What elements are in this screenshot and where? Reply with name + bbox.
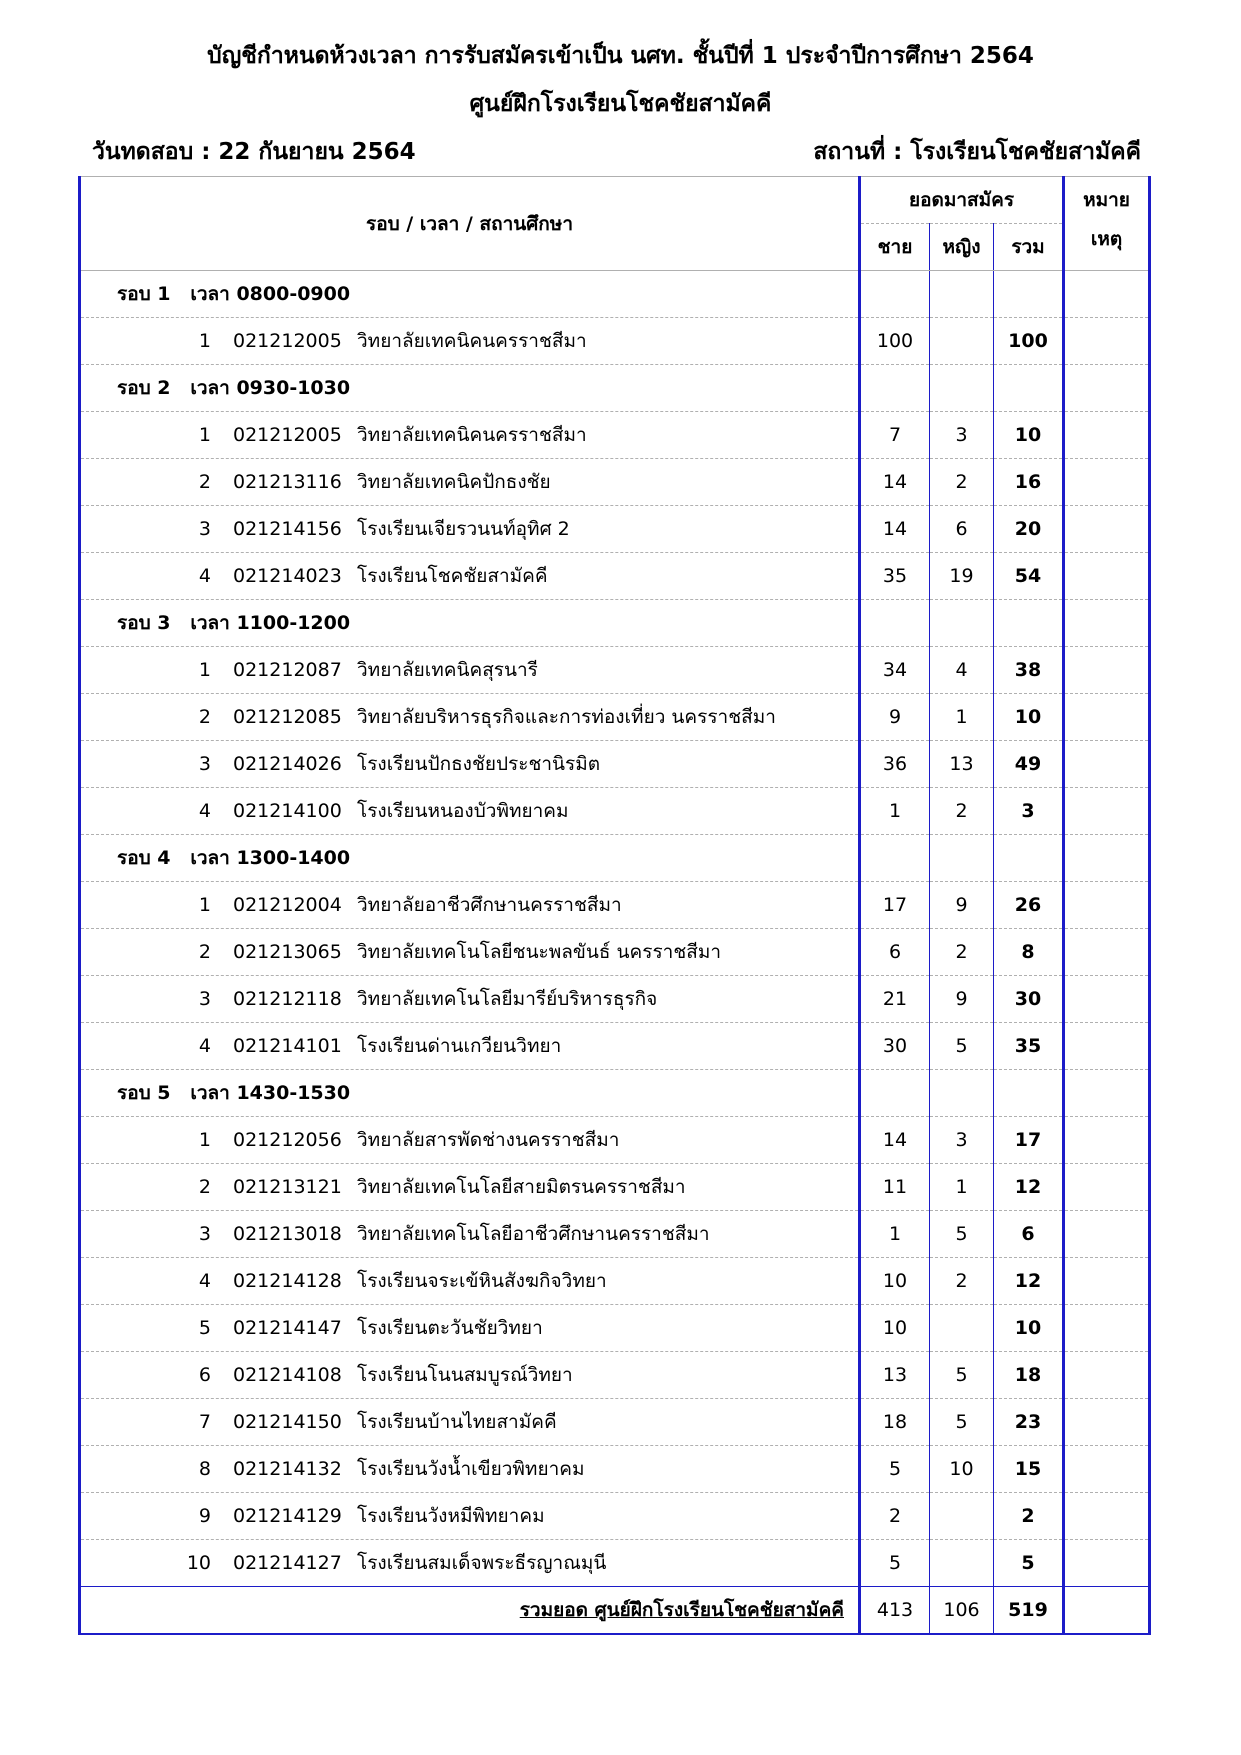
grand-total-female: 106 bbox=[930, 1587, 994, 1635]
male-count: 18 bbox=[860, 1399, 930, 1446]
table-row bbox=[80, 741, 1150, 788]
section-label: รอบ 3 เวลา 1100-1200 bbox=[80, 600, 860, 647]
female-count: 4 bbox=[930, 647, 994, 694]
school-cell bbox=[80, 1117, 860, 1164]
section-remark bbox=[1064, 835, 1150, 882]
table-row bbox=[80, 976, 1150, 1023]
school-name: วิทยาลัยเทคโนโลยีอาชีวศึกษานครราชสีมา bbox=[357, 1223, 710, 1245]
total-count: 15 bbox=[994, 1446, 1064, 1493]
school-cell bbox=[80, 506, 860, 553]
header-total: รวม bbox=[994, 224, 1064, 271]
table-row bbox=[80, 788, 1150, 835]
school-cell bbox=[80, 1211, 860, 1258]
table-row bbox=[80, 459, 1150, 506]
male-count: 5 bbox=[860, 1540, 930, 1587]
school-name: โรงเรียนเจียรวนนท์อุทิศ 2 bbox=[357, 518, 570, 540]
school-cell bbox=[80, 1258, 860, 1305]
female-count: 5 bbox=[930, 1399, 994, 1446]
document-subtitle: ศูนย์ฝึกโรงเรียนโชคชัยสามัคคี bbox=[469, 91, 772, 117]
section-row bbox=[80, 271, 1150, 318]
table-row bbox=[80, 1305, 1150, 1352]
school-cell bbox=[80, 929, 860, 976]
remark-cell bbox=[1064, 1305, 1150, 1352]
header-remark-2: เหตุ bbox=[1064, 224, 1150, 271]
school-name: วิทยาลัยบริหารธุรกิจและการท่องเที่ยว นครราชสีมา bbox=[357, 706, 776, 728]
school-code: 021213121 bbox=[233, 1176, 342, 1198]
school-code: 021214147 bbox=[233, 1317, 342, 1339]
male-count: 2 bbox=[860, 1493, 930, 1540]
school-code: 021212056 bbox=[233, 1129, 342, 1151]
school-code: 021214127 bbox=[233, 1552, 342, 1574]
table-row bbox=[80, 694, 1150, 741]
school-cell bbox=[80, 1164, 860, 1211]
total-count: 26 bbox=[994, 882, 1064, 929]
row-number: 7 bbox=[198, 1411, 211, 1433]
school-name: วิทยาลัยอาชีวศึกษานครราชสีมา bbox=[357, 894, 622, 916]
female-count bbox=[930, 1540, 994, 1587]
section-row bbox=[80, 1070, 1150, 1117]
school-name: โรงเรียนตะวันชัยวิทยา bbox=[357, 1317, 543, 1339]
total-count: 5 bbox=[994, 1540, 1064, 1587]
male-count: 14 bbox=[860, 1117, 930, 1164]
school-cell bbox=[80, 882, 860, 929]
school-cell bbox=[80, 1446, 860, 1493]
table-row bbox=[80, 1211, 1150, 1258]
total-count: 8 bbox=[994, 929, 1064, 976]
remark-cell bbox=[1064, 1399, 1150, 1446]
row-number: 1 bbox=[198, 894, 211, 916]
remark-cell bbox=[1064, 1493, 1150, 1540]
school-code: 021212005 bbox=[233, 330, 342, 352]
section-label: รอบ 1 เวลา 0800-0900 bbox=[80, 271, 860, 318]
school-name: โรงเรียนโนนสมบูรณ์วิทยา bbox=[357, 1364, 573, 1386]
remark-cell bbox=[1064, 1352, 1150, 1399]
total-count: 100 bbox=[994, 318, 1064, 365]
remark-cell bbox=[1064, 882, 1150, 929]
school-name: โรงเรียนบ้านไทยสามัคคี bbox=[357, 1411, 557, 1433]
male-count: 17 bbox=[860, 882, 930, 929]
row-number: 3 bbox=[198, 518, 211, 540]
school-cell bbox=[80, 459, 860, 506]
remark-cell bbox=[1064, 459, 1150, 506]
school-code: 021212087 bbox=[233, 659, 342, 681]
school-cell bbox=[80, 1023, 860, 1070]
section-total bbox=[994, 1070, 1064, 1117]
school-cell bbox=[80, 741, 860, 788]
school-cell bbox=[80, 647, 860, 694]
section-row bbox=[80, 600, 1150, 647]
header-female: หญิง bbox=[930, 224, 994, 271]
female-count bbox=[930, 1493, 994, 1540]
female-count: 2 bbox=[930, 788, 994, 835]
section-label: รอบ 5 เวลา 1430-1530 bbox=[80, 1070, 860, 1117]
school-code: 021214132 bbox=[233, 1458, 342, 1480]
school-code: 021214100 bbox=[233, 800, 342, 822]
table-row bbox=[80, 1399, 1150, 1446]
female-count: 5 bbox=[930, 1023, 994, 1070]
school-code: 021212118 bbox=[233, 988, 342, 1010]
remark-cell bbox=[1064, 412, 1150, 459]
section-label: รอบ 4 เวลา 1300-1400 bbox=[80, 835, 860, 882]
row-number: 2 bbox=[198, 706, 211, 728]
female-count bbox=[930, 1305, 994, 1352]
male-count: 14 bbox=[860, 506, 930, 553]
total-count: 54 bbox=[994, 553, 1064, 600]
total-count: 10 bbox=[994, 694, 1064, 741]
female-count: 2 bbox=[930, 929, 994, 976]
total-count: 12 bbox=[994, 1164, 1064, 1211]
female-count: 9 bbox=[930, 882, 994, 929]
total-count: 38 bbox=[994, 647, 1064, 694]
table-row bbox=[80, 1540, 1150, 1587]
school-name: วิทยาลัยเทคนิคสุรนารี bbox=[357, 659, 538, 681]
section-female bbox=[930, 271, 994, 318]
row-number: 3 bbox=[198, 988, 211, 1010]
row-number: 2 bbox=[198, 1176, 211, 1198]
total-count: 10 bbox=[994, 1305, 1064, 1352]
total-count: 2 bbox=[994, 1493, 1064, 1540]
school-code: 021214150 bbox=[233, 1411, 342, 1433]
header-description: รอบ / เวลา / สถานศึกษา bbox=[80, 177, 860, 271]
remark-cell bbox=[1064, 506, 1150, 553]
remark-cell bbox=[1064, 647, 1150, 694]
male-count: 10 bbox=[860, 1305, 930, 1352]
total-count: 16 bbox=[994, 459, 1064, 506]
male-count: 1 bbox=[860, 1211, 930, 1258]
female-count: 5 bbox=[930, 1211, 994, 1258]
table-header-row bbox=[80, 177, 1150, 224]
grand-total-total: 519 bbox=[994, 1587, 1064, 1635]
school-code: 021214108 bbox=[233, 1364, 342, 1386]
school-cell bbox=[80, 553, 860, 600]
female-count: 5 bbox=[930, 1352, 994, 1399]
school-code: 021214156 bbox=[233, 518, 342, 540]
school-code: 021214128 bbox=[233, 1270, 342, 1292]
male-count: 35 bbox=[860, 553, 930, 600]
male-count: 6 bbox=[860, 929, 930, 976]
remark-cell bbox=[1064, 1164, 1150, 1211]
school-name: วิทยาลัยเทคนิคปักธงชัย bbox=[357, 471, 551, 493]
remark-cell bbox=[1064, 1446, 1150, 1493]
row-number: 1 bbox=[198, 659, 211, 681]
school-cell bbox=[80, 412, 860, 459]
male-count: 14 bbox=[860, 459, 930, 506]
female-count: 19 bbox=[930, 553, 994, 600]
row-number: 4 bbox=[198, 565, 211, 587]
remark-cell bbox=[1064, 1258, 1150, 1305]
total-count: 10 bbox=[994, 412, 1064, 459]
header-remark-1: หมาย bbox=[1064, 177, 1150, 224]
row-number: 1 bbox=[198, 1129, 211, 1151]
section-total bbox=[994, 600, 1064, 647]
remark-cell bbox=[1064, 1117, 1150, 1164]
grand-total-male: 413 bbox=[860, 1587, 930, 1635]
school-cell bbox=[80, 694, 860, 741]
schedule-table bbox=[78, 176, 1151, 1635]
table-row bbox=[80, 1164, 1150, 1211]
school-name: โรงเรียนหนองบัวพิทยาคม bbox=[357, 800, 569, 822]
total-count: 35 bbox=[994, 1023, 1064, 1070]
table-row bbox=[80, 318, 1150, 365]
school-code: 021214101 bbox=[233, 1035, 342, 1057]
table-row bbox=[80, 412, 1150, 459]
section-row bbox=[80, 365, 1150, 412]
section-total bbox=[994, 365, 1064, 412]
school-cell bbox=[80, 1305, 860, 1352]
school-code: 021214026 bbox=[233, 753, 342, 775]
table-row bbox=[80, 553, 1150, 600]
remark-cell bbox=[1064, 553, 1150, 600]
table-row bbox=[80, 1258, 1150, 1305]
school-name: โรงเรียนสมเด็จพระธีรญาณมุนี bbox=[357, 1552, 607, 1574]
total-count: 18 bbox=[994, 1352, 1064, 1399]
female-count: 3 bbox=[930, 412, 994, 459]
school-name: วิทยาลัยเทคโนโลยีชนะพลขันธ์ นครราชสีมา bbox=[357, 941, 722, 963]
section-total bbox=[994, 271, 1064, 318]
school-code: 021214129 bbox=[233, 1505, 342, 1527]
school-name: วิทยาลัยเทคโนโลยีสายมิตรนครราชสีมา bbox=[357, 1176, 686, 1198]
total-count: 3 bbox=[994, 788, 1064, 835]
section-remark bbox=[1064, 1070, 1150, 1117]
school-name: โรงเรียนโชคชัยสามัคคี bbox=[357, 565, 548, 587]
test-date: วันทดสอบ : 22 กันยายน 2564 bbox=[92, 139, 416, 165]
row-number: 1 bbox=[198, 424, 211, 446]
table-row bbox=[80, 1446, 1150, 1493]
female-count bbox=[930, 318, 994, 365]
school-name: โรงเรียนจระเข้หินสังฆกิจวิทยา bbox=[357, 1270, 607, 1292]
female-count: 2 bbox=[930, 1258, 994, 1305]
row-number: 4 bbox=[198, 800, 211, 822]
section-female bbox=[930, 600, 994, 647]
female-count: 13 bbox=[930, 741, 994, 788]
section-male bbox=[860, 835, 930, 882]
school-cell bbox=[80, 1352, 860, 1399]
header-male: ชาย bbox=[860, 224, 930, 271]
remark-cell bbox=[1064, 788, 1150, 835]
female-count: 1 bbox=[930, 1164, 994, 1211]
section-female bbox=[930, 1070, 994, 1117]
school-name: วิทยาลัยเทคนิคนครราชสีมา bbox=[357, 424, 587, 446]
male-count: 10 bbox=[860, 1258, 930, 1305]
male-count: 36 bbox=[860, 741, 930, 788]
male-count: 1 bbox=[860, 788, 930, 835]
table-row bbox=[80, 506, 1150, 553]
school-name: วิทยาลัยสารพัดช่างนครราชสีมา bbox=[357, 1129, 620, 1151]
school-cell bbox=[80, 1493, 860, 1540]
total-count: 49 bbox=[994, 741, 1064, 788]
test-location: สถานที่ : โรงเรียนโชคชัยสามัคคี bbox=[813, 139, 1141, 165]
row-number: 3 bbox=[198, 1223, 211, 1245]
row-number: 4 bbox=[198, 1270, 211, 1292]
school-cell bbox=[80, 318, 860, 365]
section-remark bbox=[1064, 600, 1150, 647]
school-code: 021214023 bbox=[233, 565, 342, 587]
female-count: 3 bbox=[930, 1117, 994, 1164]
table-row bbox=[80, 647, 1150, 694]
school-code: 021213018 bbox=[233, 1223, 342, 1245]
section-label: รอบ 2 เวลา 0930-1030 bbox=[80, 365, 860, 412]
total-count: 30 bbox=[994, 976, 1064, 1023]
school-name: โรงเรียนปักธงชัยประชานิรมิต bbox=[357, 753, 601, 775]
section-female bbox=[930, 835, 994, 882]
school-name: วิทยาลัยเทคโนโลยีมารีย์บริหารธุรกิจ bbox=[357, 988, 658, 1010]
section-male bbox=[860, 1070, 930, 1117]
section-remark bbox=[1064, 365, 1150, 412]
school-cell bbox=[80, 976, 860, 1023]
table-row bbox=[80, 929, 1150, 976]
row-number: 3 bbox=[198, 753, 211, 775]
total-count: 20 bbox=[994, 506, 1064, 553]
table-row bbox=[80, 1493, 1150, 1540]
school-name: วิทยาลัยเทคนิคนครราชสีมา bbox=[357, 330, 587, 352]
male-count: 9 bbox=[860, 694, 930, 741]
school-code: 021212004 bbox=[233, 894, 342, 916]
remark-cell bbox=[1064, 741, 1150, 788]
row-number: 1 bbox=[198, 330, 211, 352]
male-count: 7 bbox=[860, 412, 930, 459]
table-body bbox=[80, 271, 1150, 1587]
school-cell bbox=[80, 1399, 860, 1446]
row-number: 4 bbox=[198, 1035, 211, 1057]
section-total bbox=[994, 835, 1064, 882]
section-remark bbox=[1064, 271, 1150, 318]
section-male bbox=[860, 365, 930, 412]
female-count: 2 bbox=[930, 459, 994, 506]
row-number: 5 bbox=[198, 1317, 211, 1339]
school-name: โรงเรียนด่านเกวียนวิทยา bbox=[357, 1035, 562, 1057]
school-cell bbox=[80, 1540, 860, 1587]
table-row bbox=[80, 1352, 1150, 1399]
grand-total-row bbox=[80, 1587, 1150, 1635]
section-female bbox=[930, 365, 994, 412]
female-count: 10 bbox=[930, 1446, 994, 1493]
total-count: 12 bbox=[994, 1258, 1064, 1305]
school-code: 021212085 bbox=[233, 706, 342, 728]
row-number: 9 bbox=[198, 1505, 211, 1527]
male-count: 34 bbox=[860, 647, 930, 694]
grand-total-remark bbox=[1064, 1587, 1150, 1635]
remark-cell bbox=[1064, 1540, 1150, 1587]
row-number: 8 bbox=[198, 1458, 211, 1480]
row-number: 6 bbox=[198, 1364, 211, 1386]
male-count: 30 bbox=[860, 1023, 930, 1070]
total-count: 17 bbox=[994, 1117, 1064, 1164]
table-row bbox=[80, 1023, 1150, 1070]
remark-cell bbox=[1064, 1023, 1150, 1070]
row-number: 2 bbox=[198, 941, 211, 963]
male-count: 21 bbox=[860, 976, 930, 1023]
school-name: โรงเรียนวังหมีพิทยาคม bbox=[357, 1505, 545, 1527]
row-number: 10 bbox=[186, 1552, 211, 1574]
male-count: 5 bbox=[860, 1446, 930, 1493]
school-code: 021212005 bbox=[233, 424, 342, 446]
school-code: 021213065 bbox=[233, 941, 342, 963]
header-applicants: ยอดมาสมัคร bbox=[860, 177, 1064, 224]
table-row bbox=[80, 882, 1150, 929]
section-male bbox=[860, 600, 930, 647]
female-count: 1 bbox=[930, 694, 994, 741]
section-row bbox=[80, 835, 1150, 882]
school-cell bbox=[80, 788, 860, 835]
table-row bbox=[80, 1117, 1150, 1164]
remark-cell bbox=[1064, 976, 1150, 1023]
total-count: 23 bbox=[994, 1399, 1064, 1446]
male-count: 100 bbox=[860, 318, 930, 365]
school-name: โรงเรียนวังน้ำเขียวพิทยาคม bbox=[357, 1458, 585, 1480]
remark-cell bbox=[1064, 318, 1150, 365]
male-count: 13 bbox=[860, 1352, 930, 1399]
total-count: 6 bbox=[994, 1211, 1064, 1258]
remark-cell bbox=[1064, 929, 1150, 976]
male-count: 11 bbox=[860, 1164, 930, 1211]
remark-cell bbox=[1064, 1211, 1150, 1258]
remark-cell bbox=[1064, 694, 1150, 741]
document-title: บัญชีกำหนดห้วงเวลา การรับสมัครเข้าเป็น นศท. ชั้นปีที่ 1 ประจำปีการศึกษา 2564 bbox=[207, 43, 1034, 69]
female-count: 6 bbox=[930, 506, 994, 553]
section-male bbox=[860, 271, 930, 318]
row-number: 2 bbox=[198, 471, 211, 493]
female-count: 9 bbox=[930, 976, 994, 1023]
grand-total-label: รวมยอด ศูนย์ฝึกโรงเรียนโชคชัยสามัคคี bbox=[80, 1587, 860, 1635]
school-code: 021213116 bbox=[233, 471, 342, 493]
